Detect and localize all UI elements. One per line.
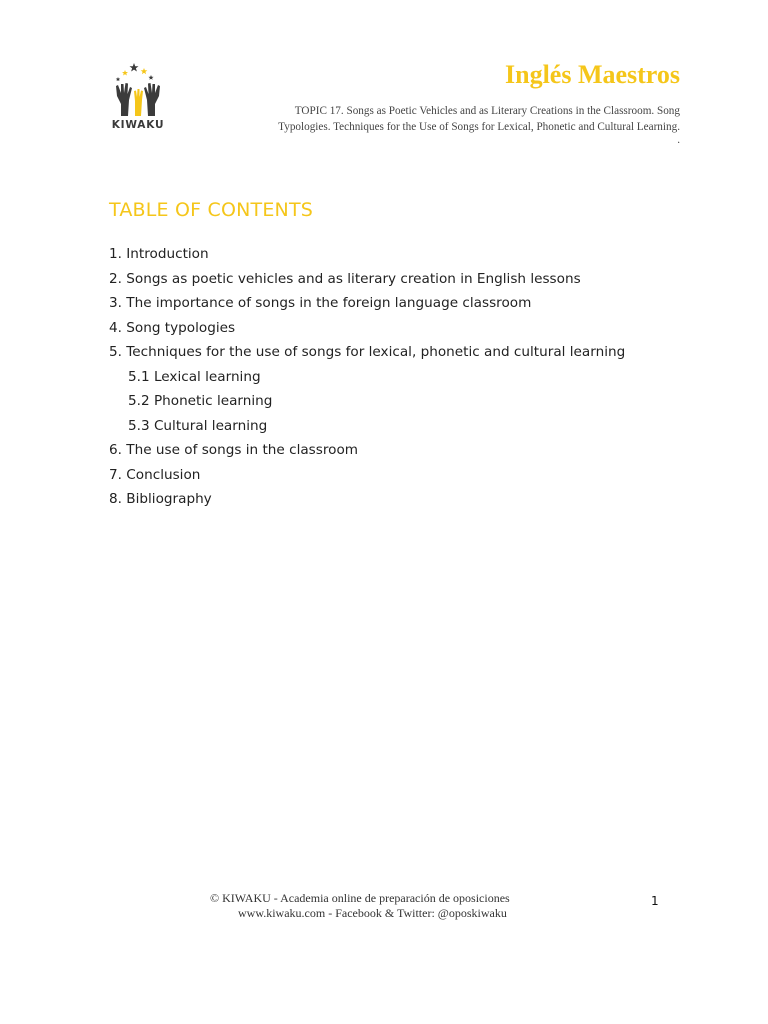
kiwaku-logo	[108, 60, 168, 134]
footer-copyright: © KIWAKU - Academia online de preparación de oposiciones	[210, 891, 510, 905]
toc-subitem: 5.1 Lexical learning	[128, 368, 261, 385]
toc-item: 4. Song typologies	[109, 319, 236, 336]
toc-item: 6. The use of songs in the classroom	[109, 442, 359, 458]
toc-item: 3. The importance of songs in the foreign language classroom	[109, 295, 532, 311]
page-number: 1	[651, 894, 659, 908]
toc-item: 2. Songs as poetic vehicles and as literary creation in English lessons	[109, 270, 581, 287]
toc-item: 8. Bibliography	[109, 491, 212, 507]
toc-subitem: 5.3 Cultural learning	[128, 417, 268, 434]
header-subtitle	[240, 103, 680, 145]
toc-subitem: 5.2 Phonetic learning	[128, 393, 273, 409]
toc-heading: TABLE OF CONTENTS	[109, 199, 314, 221]
header-title: Inglés Maestros	[504, 60, 680, 89]
toc-list	[109, 242, 625, 512]
toc-item: 7. Conclusion	[109, 466, 201, 483]
raised-hands-stars-icon	[108, 60, 168, 118]
trailing-mark: .	[677, 134, 680, 146]
toc-item: 5. Techniques for the use of songs for lexical, phonetic and cultural learning	[109, 344, 626, 360]
logo-wordmark: KIWAKU	[111, 119, 165, 131]
topic-description: TOPIC 17. Songs as Poetic Vehicles and as Literary Creations in the Classroom. Song Typologies. Techniques for the Use of Songs for Lexical, Phonetic and Cultural Learning.	[278, 105, 680, 133]
toc-item: 1. Introduction	[109, 246, 209, 262]
footer-contact: www.kiwaku.com - Facebook & Twitter: @oposkiwaku	[238, 906, 507, 920]
